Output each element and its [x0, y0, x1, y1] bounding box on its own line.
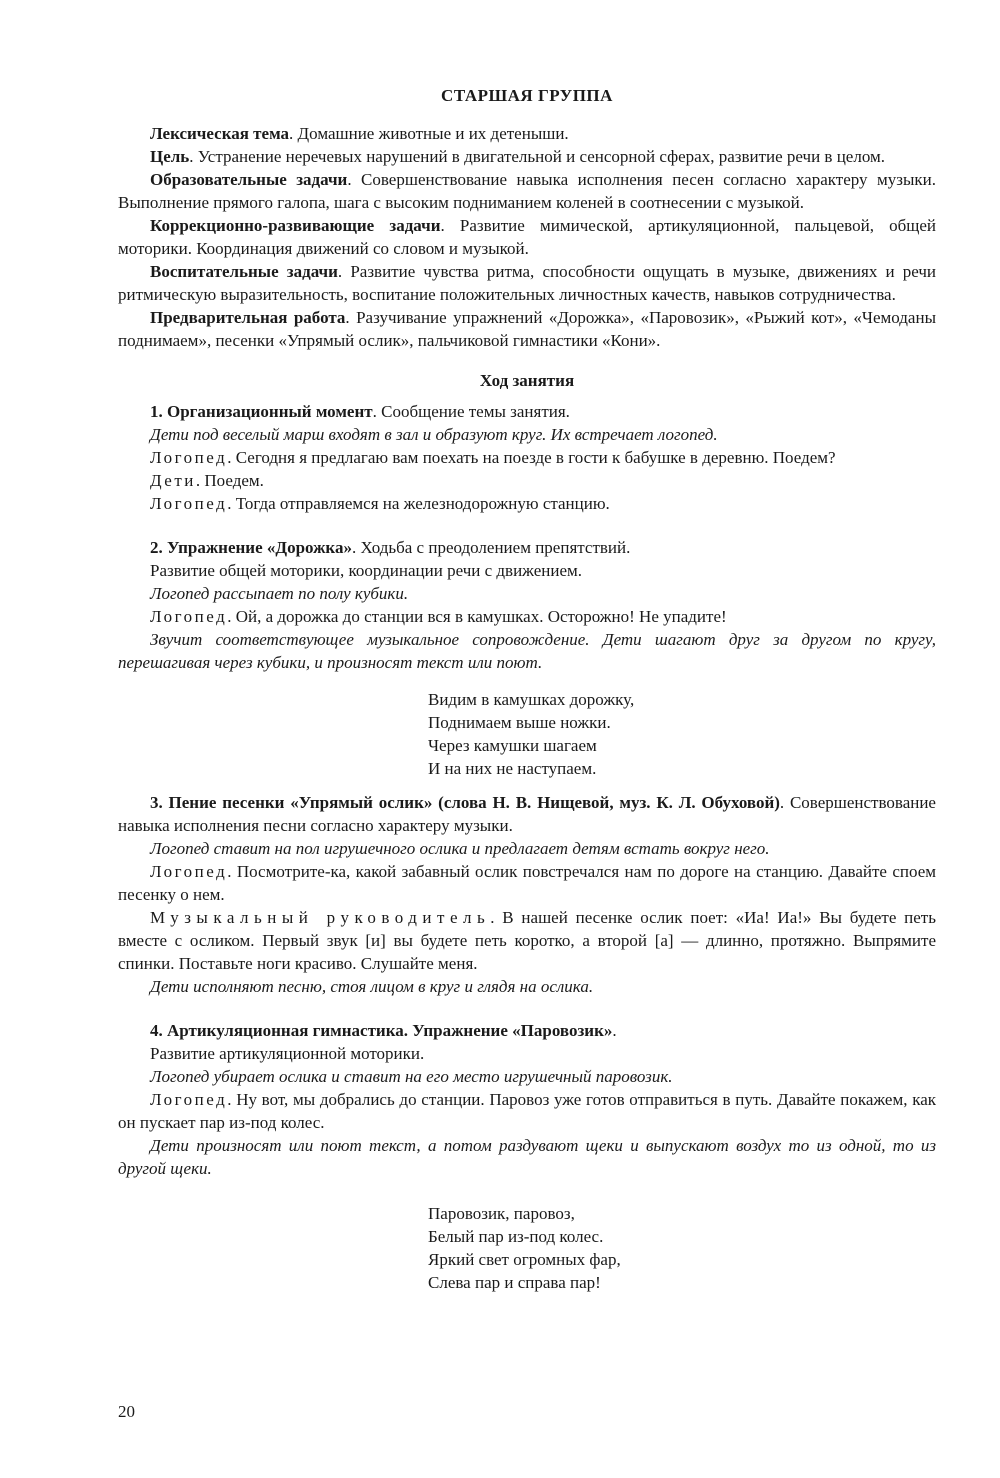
- educational-tasks: Образовательные задачи. Совершенствование навыка исполнения песен согласно характеру музыки. Выполнение прямого галопа, шага с высоким подниманием коленей в соотнесении с музыкой.: [118, 170, 936, 212]
- section-1-title: 1. Организационный момент. Сообщение темы занятия.: [150, 402, 570, 421]
- speaker-deti: Дети: [150, 471, 196, 490]
- page-number: 20: [118, 1402, 135, 1421]
- verse-line: И на них не наступаем.: [428, 759, 597, 778]
- upbringing-tasks-label: Воспитательные задачи: [150, 262, 338, 281]
- section-4-title: 4. Артикуляционная гимнастика. Упражнение «Паровозик».: [150, 1021, 617, 1040]
- speaker-logoped: Логопед: [150, 448, 228, 467]
- verse-parovozik: [428, 1202, 936, 1294]
- section-4-line-logoped: Логопед. Ну вот, мы добрались до станции. Паровоз уже готов отправиться в путь. Давайте покажем, как он пускает пар из-под колес.: [118, 1090, 936, 1132]
- lexical-theme: Лексическая тема. Домашние животные и их детеныши.: [150, 124, 569, 143]
- section-3-line-music: Музыкальный руководитель. В нашей песенке ослик поет: «Иа! Иа!» Вы будете петь вместе с осликом. Первый звук [и] вы будете петь коротко, а второй [а] — длинно, протяжно. Выпрямите спинки. Поставьте ноги красиво. Слушайте меня.: [118, 908, 936, 973]
- verse-line: Яркий свет огромных фар,: [428, 1250, 621, 1269]
- section-2-stage-direction-1: Логопед рассыпает по полу кубики.: [150, 584, 409, 603]
- section-4-stage-direction-2: Дети произносят или поют текст, а потом раздувают щеки и выпускают воздух то из одной, то из другой щеки.: [118, 1136, 936, 1178]
- verse-line: Паровозик, паровоз,: [428, 1204, 575, 1223]
- speaker-music-director: Музыкальный руководитель: [150, 908, 491, 927]
- section-1-line-3: Логопед. Тогда отправляемся на железнодорожную станцию.: [150, 494, 610, 513]
- page-content: [118, 84, 936, 1294]
- verse-line: Слева пар и справа пар!: [428, 1273, 601, 1292]
- section-gap: [118, 998, 936, 1019]
- upbringing-tasks: Воспитательные задачи. Развитие чувства ритма, способности ощущать в музыке, движениях и речи ритмическую выразительность, воспитание положительных личностных качеств, навыков сотрудничества.: [118, 262, 936, 304]
- section-3-stage-direction-2: Дети исполняют песню, стоя лицом в круг и глядя на ослика.: [150, 977, 594, 996]
- verse-line: Белый пар из-под колес.: [428, 1227, 604, 1246]
- speaker-logoped: Логопед: [150, 1090, 228, 1109]
- educational-tasks-label: Образовательные задачи: [150, 170, 348, 189]
- section-2-stage-direction-2: Звучит соответствующее музыкальное сопровождение. Дети шагают друг за другом по кругу, перешагивая через кубики, и произносят текст или поют.: [118, 630, 936, 672]
- section-2-line-logoped: Логопед. Ой, а дорожка до станции вся в камушках. Осторожно! Не упадите!: [150, 607, 727, 626]
- goal-label: Цель: [150, 147, 190, 166]
- preliminary-work-label: Предварительная работа: [150, 308, 346, 327]
- verse-line: Через камушки шагаем: [428, 736, 597, 755]
- section-gap: [118, 780, 936, 791]
- correctional-tasks-label: Коррекционно-развивающие задачи: [150, 216, 441, 235]
- goal: Цель. Устранение неречевых нарушений в двигательной и сенсорной сферах, развитие речи в целом.: [150, 147, 886, 166]
- verse-dorozhka: [428, 688, 936, 780]
- section-1-stage-direction: Дети под веселый марш входят в зал и образуют круг. Их встречает логопед.: [150, 425, 718, 444]
- course-heading: Ход занятия: [479, 371, 575, 390]
- section-gap: [118, 515, 936, 536]
- correctional-tasks: Коррекционно-развивающие задачи. Развитие мимической, артикуляционной, пальцевой, общей моторики. Координация движений со словом и музыкой.: [118, 216, 936, 258]
- page-title: СТАРШАЯ ГРУППА: [441, 86, 613, 105]
- verse-line: Поднимаем выше ножки.: [428, 713, 611, 732]
- preliminary-work: Предварительная работа. Разучивание упражнений «Дорожка», «Паровозик», «Рыжий кот», «Чемоданы поднимаем», песенки «Упрямый ослик», пальчиковой гимнастики «Кони».: [118, 308, 936, 350]
- verse-line: Видим в камушках дорожку,: [428, 690, 635, 709]
- section-3-line-logoped: Логопед. Посмотрите-ка, какой забавный ослик повстречался нам по дороге на станцию. Давайте споем песенку о нем.: [118, 862, 936, 904]
- section-2-title: 2. Упражнение «Дорожка». Ходьба с преодолением препятствий.: [150, 538, 631, 557]
- speaker-logoped: Логопед: [150, 494, 228, 513]
- lexical-theme-label: Лексическая тема: [150, 124, 290, 143]
- speaker-logoped: Логопед: [150, 607, 228, 626]
- section-3-title: 3. Пение песенки «Упрямый ослик» (слова Н. В. Нищевой, муз. К. Л. Обуховой). Совершенствование навыка исполнения песни согласно характеру музыки.: [118, 793, 936, 835]
- section-1-line-2: Дети. Поедем.: [150, 471, 264, 490]
- section-2-line-2: Развитие общей моторики, координации речи с движением.: [150, 561, 582, 580]
- section-1-line-1: Логопед. Сегодня я предлагаю вам поехать на поезде в гости к бабушке в деревню. Поедем?: [150, 448, 836, 467]
- section-4-stage-direction-1: Логопед убирает ослика и ставит на его место игрушечный паровозик.: [150, 1067, 673, 1086]
- section-3-stage-direction-1: Логопед ставит на пол игрушечного ослика и предлагает детям встать вокруг него.: [150, 839, 770, 858]
- section-4-line-2: Развитие артикуляционной моторики.: [150, 1044, 425, 1063]
- speaker-logoped: Логопед: [150, 862, 228, 881]
